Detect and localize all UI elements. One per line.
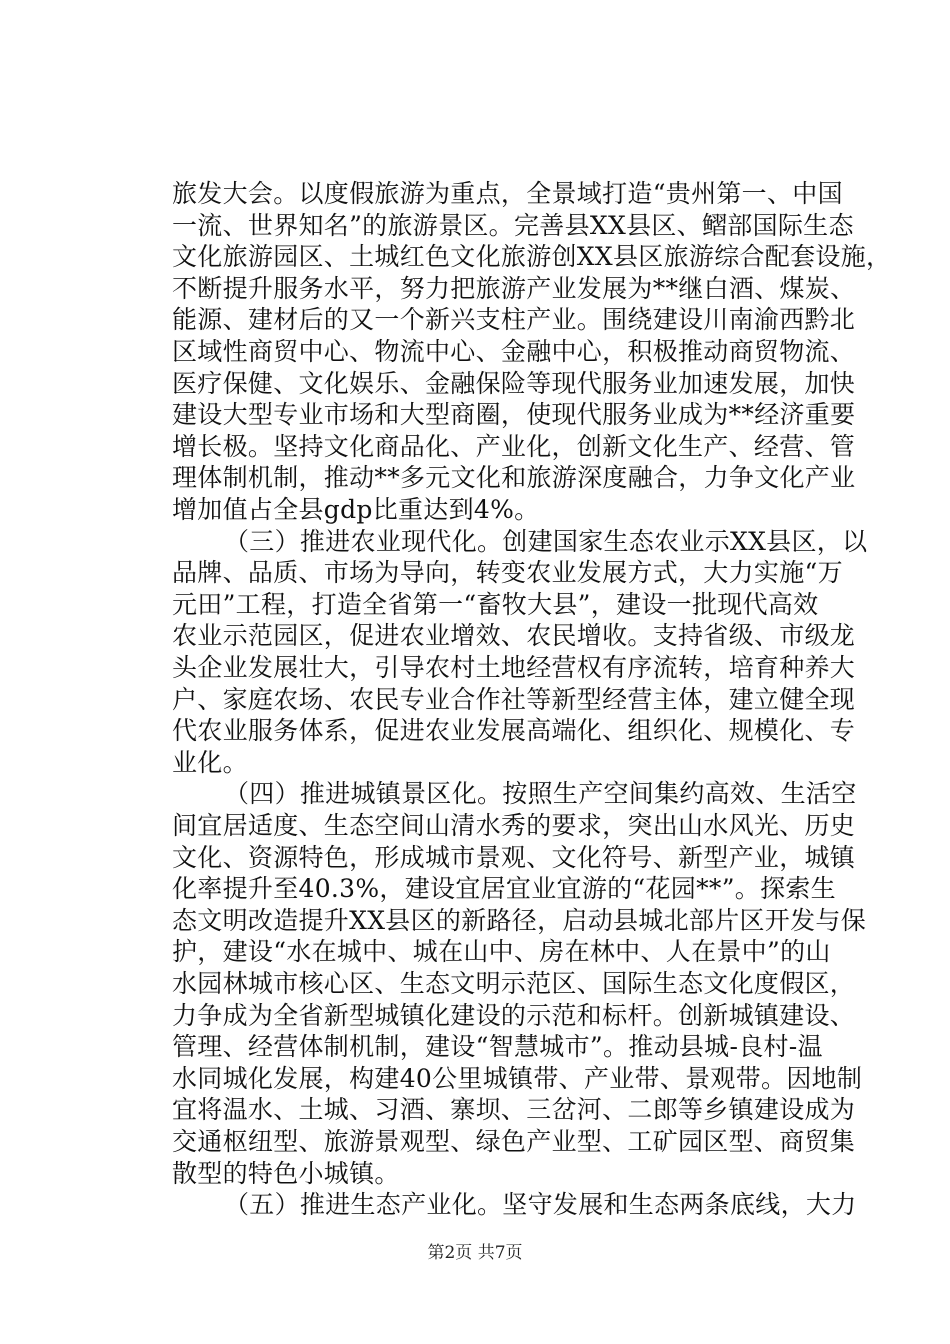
- text-line: 农业示范园区，促进农业增效、农民增收。支持省级、市级龙: [172, 621, 856, 651]
- text-line: 增长极。坚持文化商品化、产业化，创新文化生产、经营、管: [172, 431, 856, 461]
- text-line: 能源、建材后的又一个新兴支柱产业。围绕建设川南渝西黔北: [172, 305, 856, 335]
- text-line: 区域性商贸中心、物流中心、金融中心，积极推动商贸物流、: [172, 337, 856, 366]
- text-line: 间宜居适度、生态空间山清水秀的要求，突出山水风光、历史: [172, 811, 856, 840]
- text-line: 散型的特色小城镇。: [172, 1158, 400, 1188]
- text-line: 文化、资源特色，形成城市景观、文化符号、新型产业，城镇: [172, 842, 856, 872]
- text-line: 水同城化发展，构建40公里城镇带、产业带、景观带。因地制: [172, 1063, 863, 1093]
- page-footer: 第2页 共7页: [427, 1243, 523, 1263]
- text-line: 旅发大会。以度假旅游为重点，全景域打造“贵州第一、中国: [172, 179, 843, 208]
- text-line: 交通枢纽型、旅游景观型、绿色产业型、工矿园区型、商贸集: [172, 1127, 856, 1156]
- text-line: 管理、经营体制机制，建设“智慧城市”。推动县城-良村-温: [172, 1032, 823, 1062]
- text-line: 医疗保健、文化娱乐、金融保险等现代服务业加速发展，加快: [172, 368, 856, 398]
- text-line: 理体制机制，推动**多元文化和旅游深度融合，力争文化产业: [172, 463, 856, 493]
- text-line: 文化旅游园区、土城红色文化旅游创XX县区旅游综合配套设施，: [172, 242, 892, 272]
- text-line: 户、家庭农场、农民专业合作社等新型经营主体，建立健全现: [172, 684, 856, 714]
- text-line: 品牌、品质、市场为导向，转变农业发展方式，大力实施“万: [172, 558, 843, 588]
- text-line: 一流、世界知名”的旅游景区。完善县XX县区、鳛部国际生态: [172, 210, 854, 240]
- text-line: （四）推进城镇景区化。按照生产空间集约高效、生活空: [224, 779, 857, 809]
- text-line: 代农业服务体系，促进农业发展高端化、组织化、规模化、专: [172, 716, 856, 746]
- text-line: 增加值占全县gdp比重达到4%。: [172, 495, 540, 524]
- text-line: 态文明改造提升XX县区的新路径，启动县城北部片区开发与保: [172, 905, 866, 935]
- text-line: 力争成为全省新型城镇化建设的示范和标杆。创新城镇建设、: [172, 1000, 856, 1030]
- text-line: 头企业发展壮大，引导农村土地经营权有序流转，培育种养大: [172, 653, 856, 682]
- text-line: 建设大型专业市场和大型商圈，使现代服务业成为**经济重要: [172, 400, 856, 430]
- text-line: 不断提升服务水平，努力把旅游产业发展为**继白酒、煤炭、: [172, 273, 856, 303]
- text-line: 水园林城市核心区、生态文明示范区、国际生态文化度假区，: [172, 969, 856, 998]
- text-line: 宜将温水、土城、习酒、寨坝、三岔河、二郎等乡镇建设成为: [172, 1095, 856, 1125]
- text-line: （五）推进生态产业化。坚守发展和生态两条底线，大力: [224, 1190, 857, 1220]
- text-line: （三）推进农业现代化。创建国家生态农业示XX县区，以: [224, 526, 868, 556]
- text-line: 业化。: [172, 747, 248, 777]
- text-line: 化率提升至40.3%，建设宜居宜业宜游的“花园**”。探索生: [172, 874, 836, 904]
- text-line: 护，建设“水在城中、城在山中、房在林中、人在景中”的山: [172, 937, 831, 967]
- text-line: 元田”工程，打造全省第一“畜牧大县”，建设一批现代高效: [172, 589, 819, 619]
